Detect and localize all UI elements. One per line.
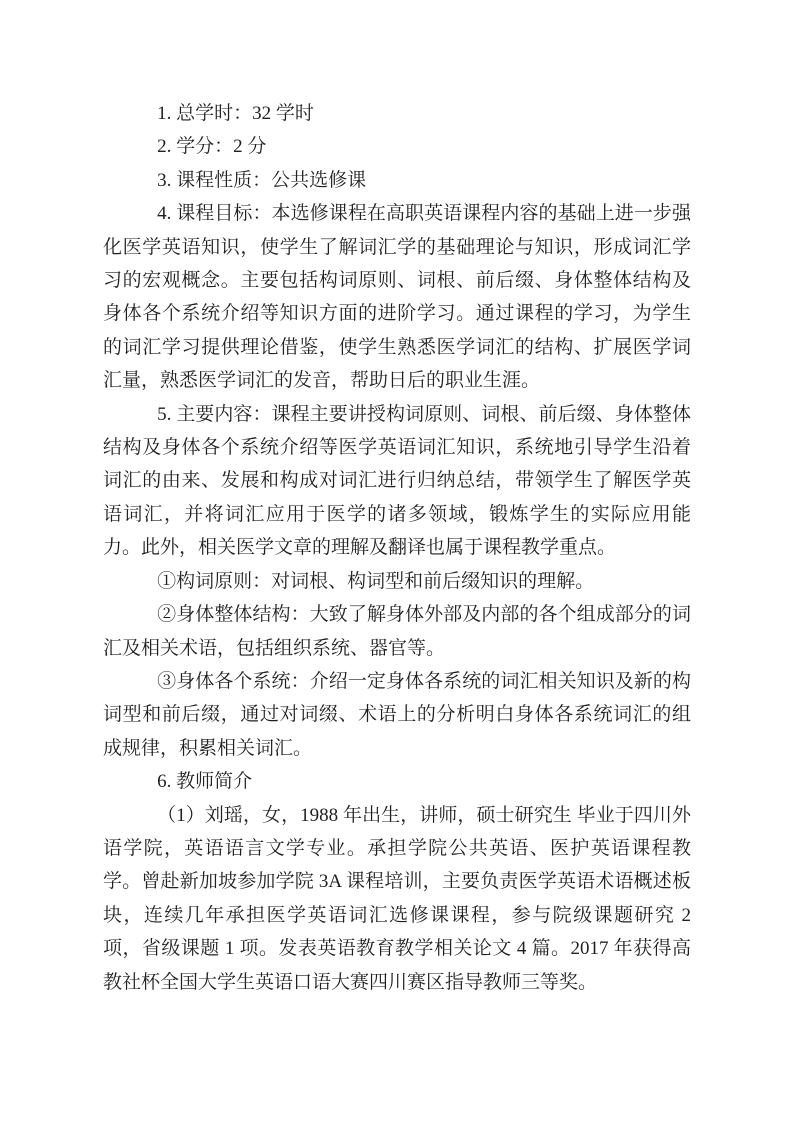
paragraph-course-objectives: 4. 课程目标：本选修课程在高职英语课程内容的基础上进一步强化医学英语知识，使学生了解词汇学的基础理论与知识，形成词汇学习的宏观概念。主要包括构词原则、词根、前后缀、身体整体结构及身体各个系统介绍等知识方面的进阶学习。通过课程的学习，为学生的词汇学习提供理论借鉴，使学生熟悉医学词汇的结构、扩展医学词汇量，熟悉医学词汇的发音，帮助日后的职业生涯。 — [103, 203, 691, 392]
paragraph-credits: 2. 学分：2 分 — [157, 136, 267, 158]
paragraph-body-overall-structure: ②身体整体结构：大致了解身体外部及内部的各个组成部分的词汇及相关术语，包括组织系统、器官等。 — [103, 604, 691, 659]
paragraph-course-type: 3. 课程性质：公共选修课 — [157, 169, 367, 191]
paragraph-teacher-intro-heading: 6. 教师简介 — [157, 771, 253, 793]
document-body — [103, 97, 691, 999]
paragraph-body-systems: ③身体各个系统：介绍一定身体各系统的词汇相关知识及新的构词型和前后缀，通过对词缀、术语上的分析明白身体各系统词汇的组成规律，积累相关词汇。 — [103, 670, 691, 759]
paragraph-word-formation-principles: ①构词原则：对词根、构词型和前后缀知识的理解。 — [157, 570, 595, 592]
paragraph-teacher-bio-liu-yao: （1）刘瑶，女，1988 年出生，讲师，硕士研究生 毕业于四川外语学院，英语语言文学专业。承担学院公共英语、医护英语课程教学。曾赴新加坡参加学院 3A 课程培训，主要负责医学英语术语概述板块，连续几年承担医学英语词汇选修课课程，参与院级课题研究 2 项，省级课题 1 项。发表英语教育教学相关论文 4 篇。2017 年获得高教社杯全国大学生英语口语大赛四川赛区指导教师三等奖。 — [103, 804, 691, 993]
paragraph-total-hours: 1. 总学时：32 学时 — [157, 103, 314, 124]
paragraph-main-content: 5. 主要内容：课程主要讲授构词原则、词根、前后缀、身体整体结构及身体各个系统介绍等医学英语词汇知识，系统地引导学生沿着词汇的由来、发展和构成对词汇进行归纳总结，带领学生了解医学英语词汇，并将词汇应用于医学的诸多领域，锻炼学生的实际应用能力。此外，相关医学文章的理解及翻译也属于课程教学重点。 — [103, 403, 691, 559]
